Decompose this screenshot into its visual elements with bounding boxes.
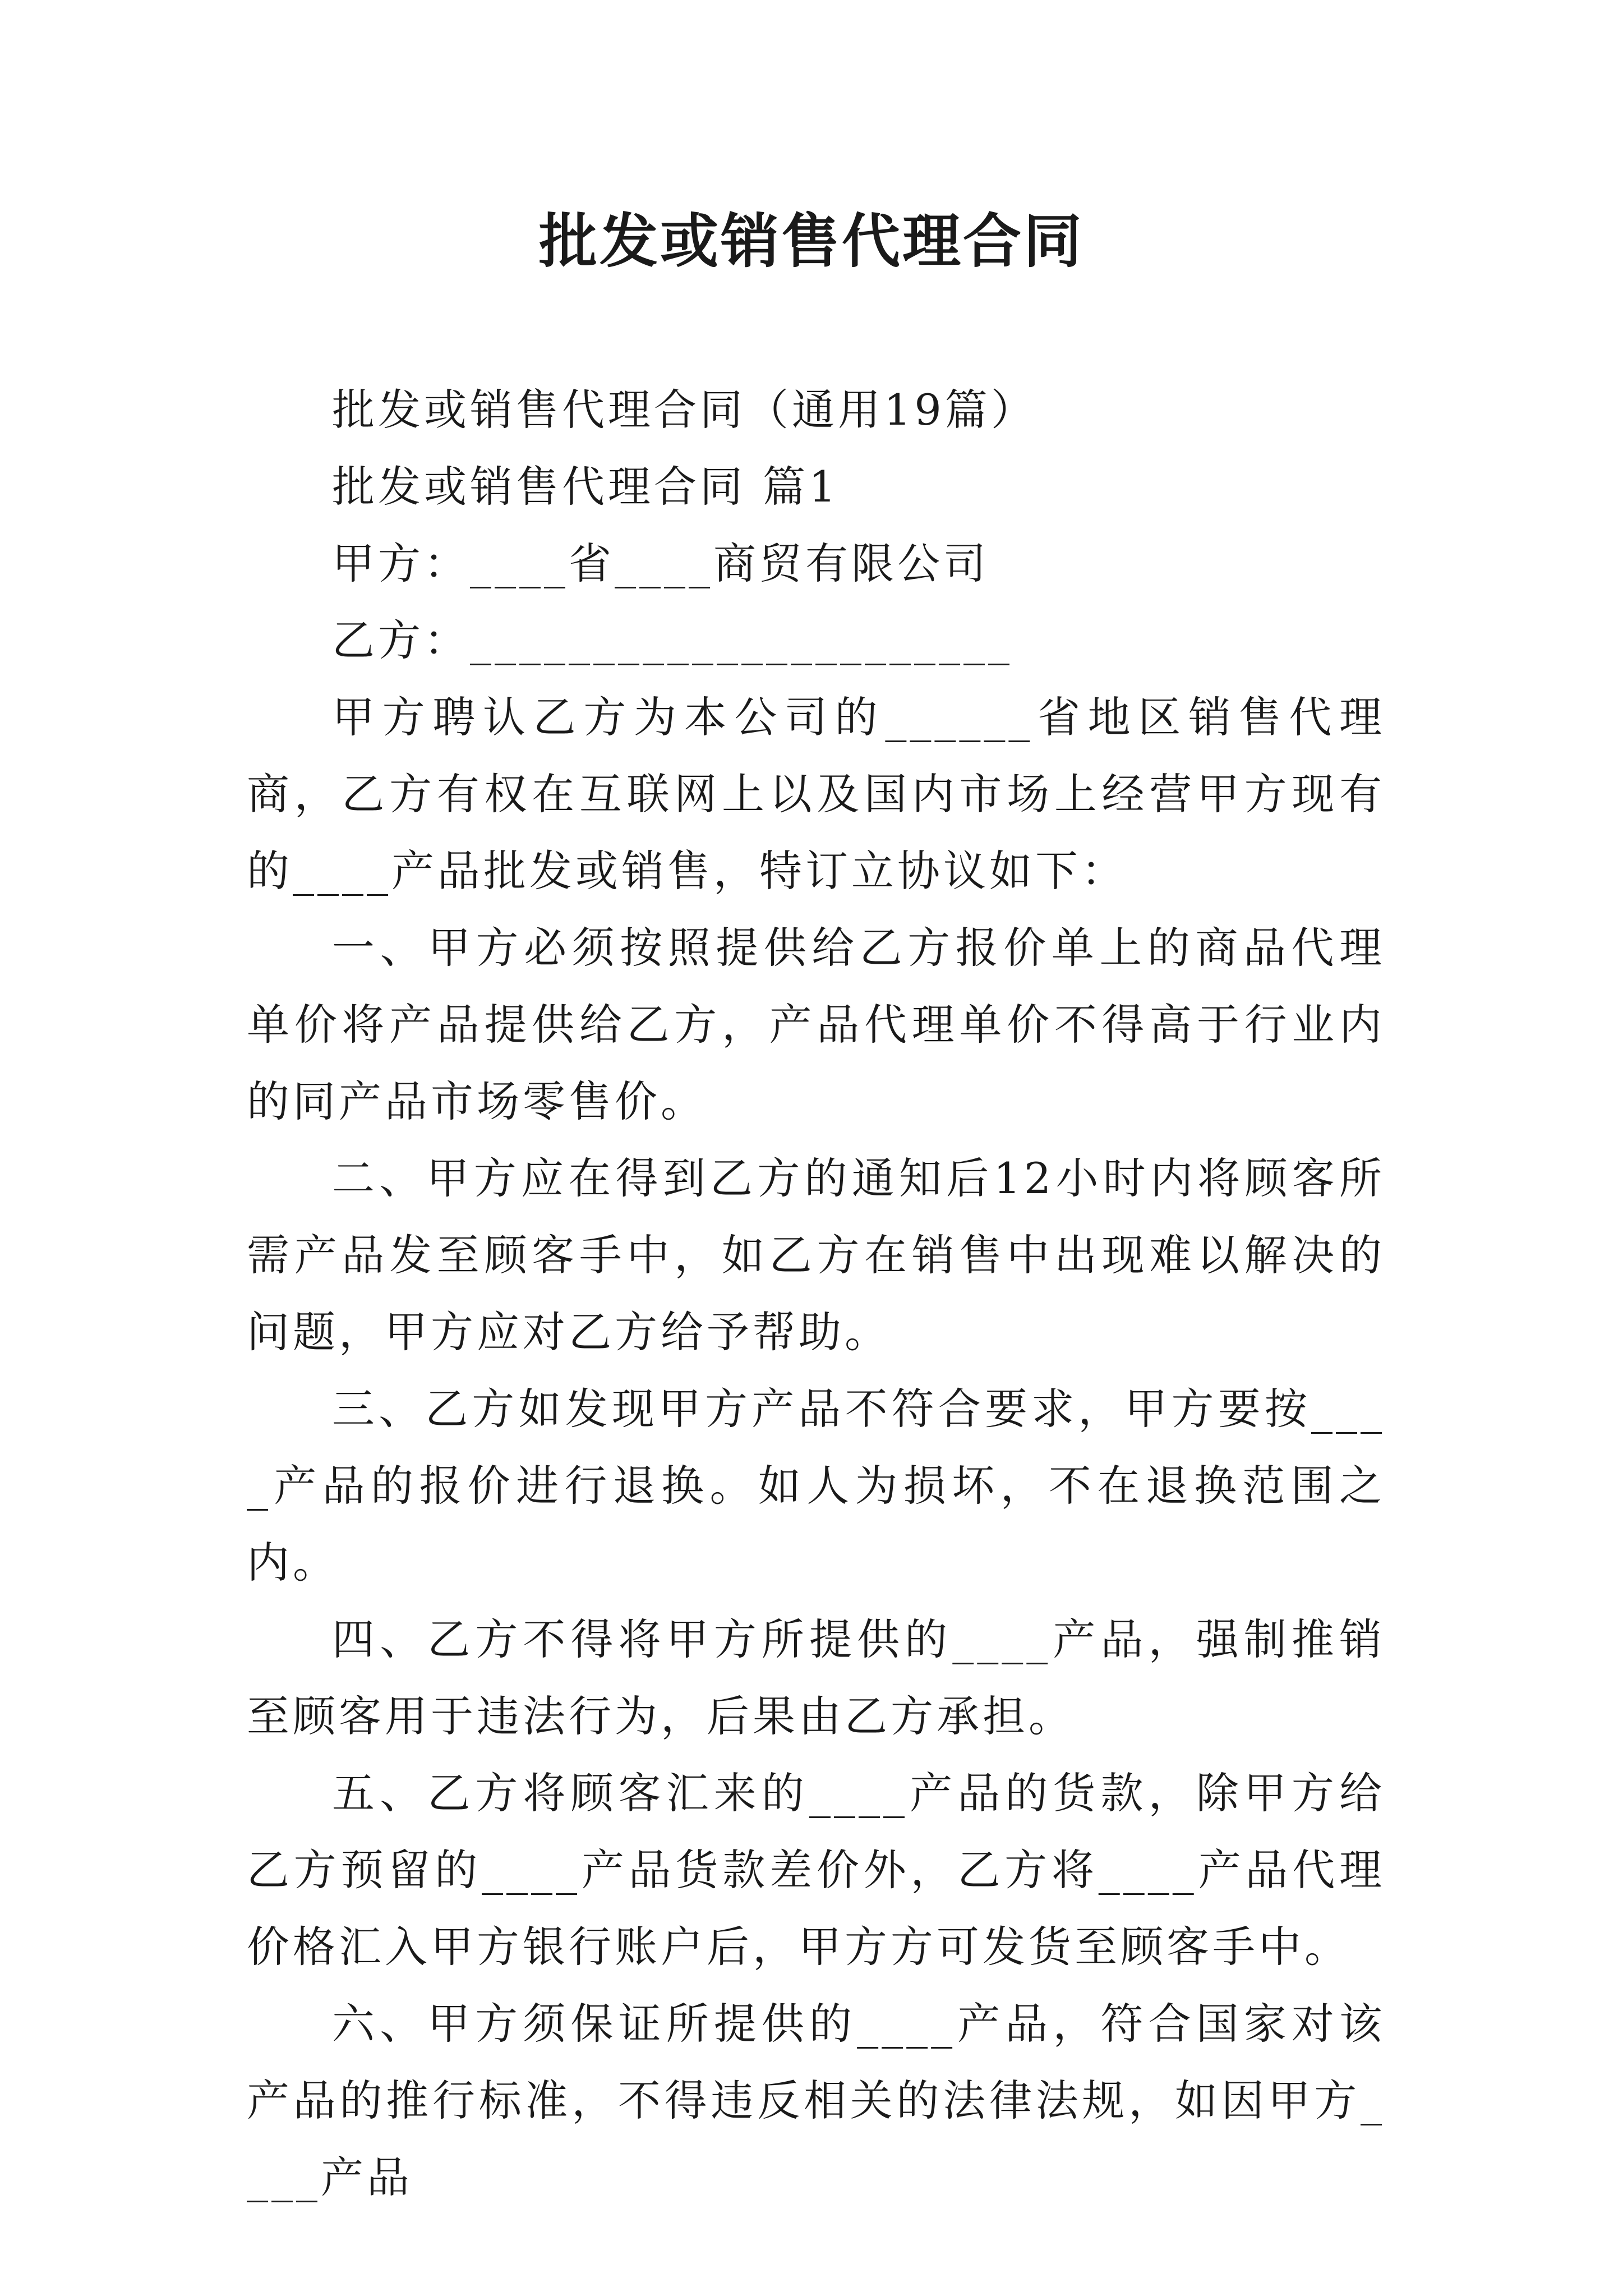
paragraph-clause-3: 三、乙方如发现甲方产品不符合要求，甲方要按____产品的报价进行退换。如人为损坏，不在退换范围之内。: [247, 1384, 1385, 1588]
paragraph-clause-1: 一、甲方必须按照提供给乙方报价单上的商品代理单价将产品提供给乙方，产品代理单价不得高于行业内的同产品市场零售价。: [247, 923, 1385, 1126]
document-title: 批发或销售代理合同: [538, 206, 1084, 275]
paragraph-subtitle: 批发或销售代理合同（通用19篇）: [332, 385, 1037, 435]
paragraph-clause-4: 四、乙方不得将甲方所提供的____产品，强制推销至顾客用于违法行为，后果由乙方承担。: [247, 1614, 1385, 1741]
paragraph-party-b: 乙方：______________________: [332, 615, 1013, 665]
paragraph-clause-6: 六、甲方须保证所提供的____产品，符合国家对该产品的推行标准，不得违反相关的法律法规，如因甲方____产品: [247, 1999, 1385, 2202]
paragraph-section-heading: 批发或销售代理合同 篇1: [332, 462, 840, 512]
paragraph-clause-5: 五、乙方将顾客汇来的____产品的货款，除甲方给乙方预留的____产品货款差价外，乙方将____产品代理价格汇入甲方银行账户后，甲方方可发货至顾客手中。: [247, 1768, 1385, 1972]
paragraph-clause-2: 二、甲方应在得到乙方的通知后12小时内将顾客所需产品发至顾客手中，如乙方在销售中出现难以解决的问题，甲方应对乙方给予帮助。: [247, 1153, 1385, 1357]
document-body: [247, 371, 1385, 2216]
paragraph-party-a: 甲方：____省____商贸有限公司: [332, 539, 989, 588]
paragraph-intro: 甲方聘认乙方为本公司的______省地区销售代理商，乙方有权在互联网上以及国内市场上经营甲方现有的____产品批发或销售，特订立协议如下：: [247, 692, 1385, 896]
